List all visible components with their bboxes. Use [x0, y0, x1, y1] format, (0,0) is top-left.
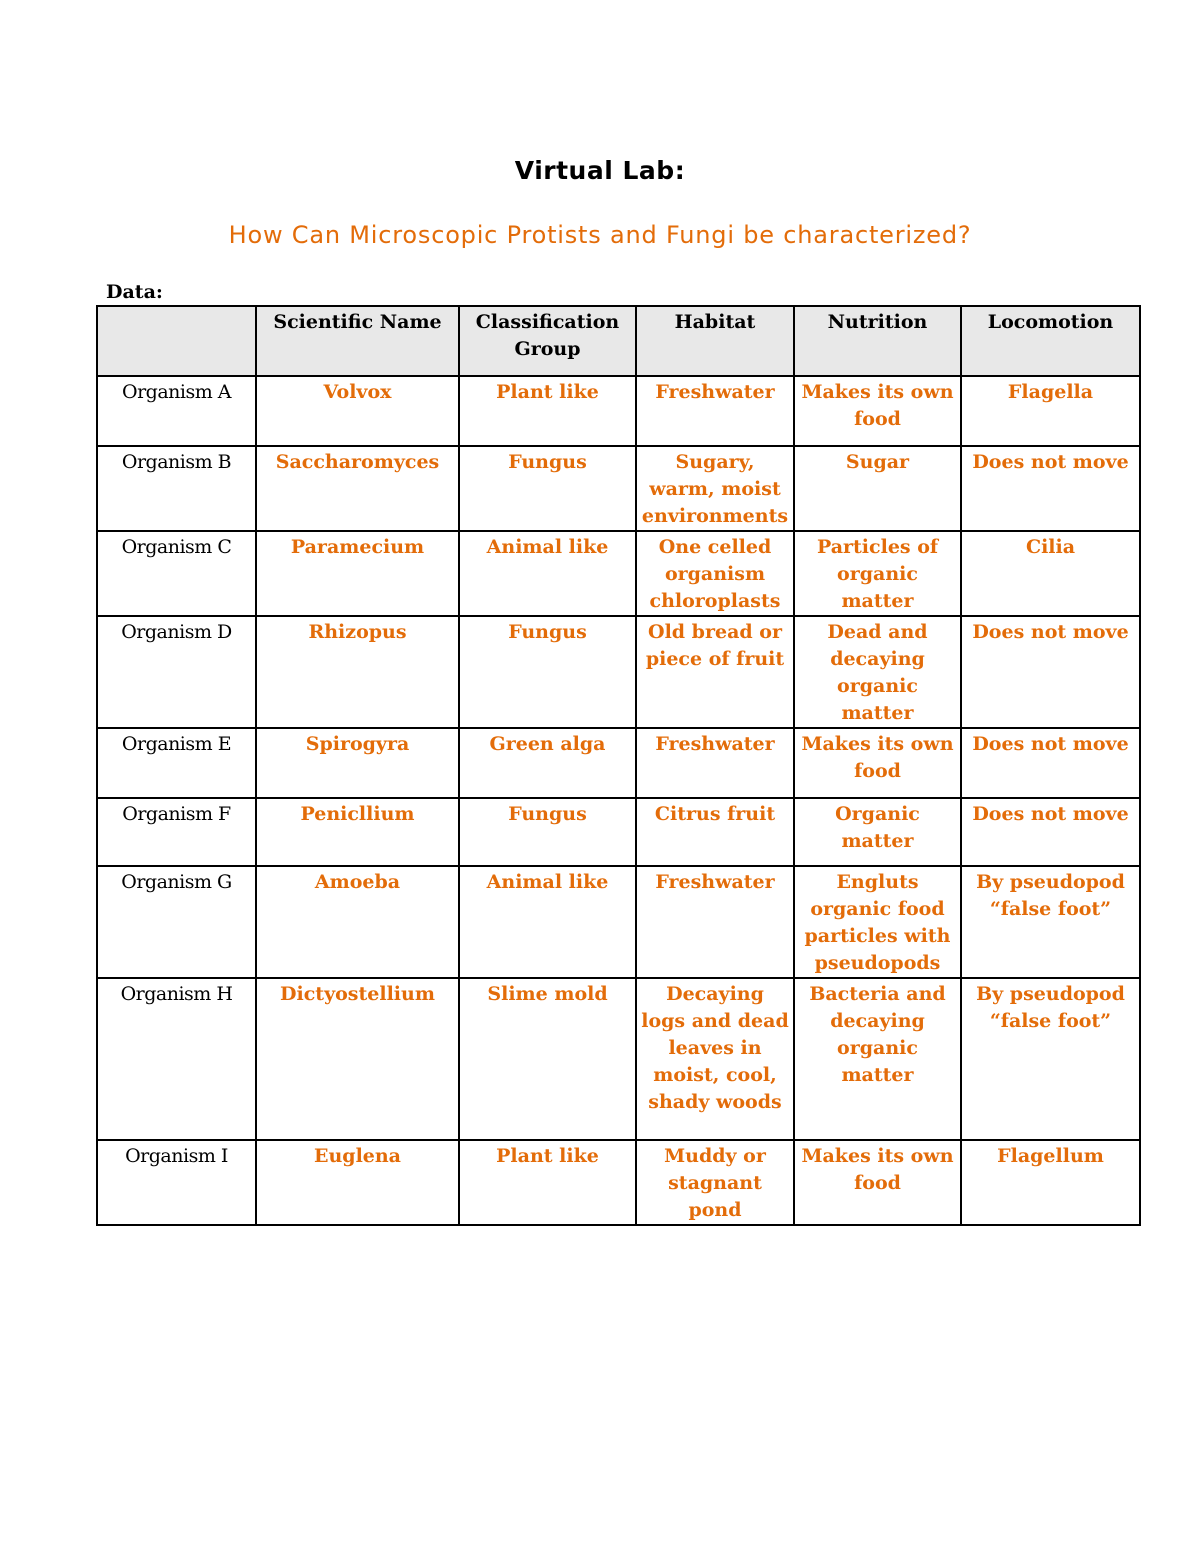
classification-cell: Fungus	[459, 446, 636, 531]
organism-data-table	[96, 305, 1141, 1226]
table-row	[97, 978, 1140, 1140]
scientific-name-cell: Dictyostellium	[256, 978, 459, 1140]
scientific-name-cell: Penicllium	[256, 798, 459, 866]
locomotion-cell: Does not move	[961, 446, 1140, 531]
habitat-cell: Freshwater	[636, 728, 794, 798]
organism-label: Organism E	[97, 728, 256, 798]
table-row	[97, 376, 1140, 446]
header-habitat: Habitat	[636, 306, 794, 376]
scientific-name-cell: Amoeba	[256, 866, 459, 978]
organism-label: Organism F	[97, 798, 256, 866]
header-nutrition: Nutrition	[794, 306, 961, 376]
locomotion-cell: Does not move	[961, 728, 1140, 798]
header-classification-group: Classification Group	[459, 306, 636, 376]
locomotion-cell: Does not move	[961, 616, 1140, 728]
organism-label: Organism C	[97, 531, 256, 616]
header-row	[97, 306, 1140, 376]
page-title: Virtual Lab:	[514, 156, 686, 185]
table-row	[97, 446, 1140, 531]
page-subtitle: How Can Microscopic Protists and Fungi be characterized?	[228, 221, 972, 249]
habitat-cell: Old bread or piece of fruit	[636, 616, 794, 728]
habitat-cell: Freshwater	[636, 376, 794, 446]
classification-cell: Fungus	[459, 798, 636, 866]
nutrition-cell: Dead and decaying organic matter	[794, 616, 961, 728]
nutrition-cell: Makes its own food	[794, 1140, 961, 1225]
organism-label: Organism A	[97, 376, 256, 446]
scientific-name-cell: Rhizopus	[256, 616, 459, 728]
scientific-name-cell: Paramecium	[256, 531, 459, 616]
header-locomotion: Locomotion	[961, 306, 1140, 376]
locomotion-cell: Does not move	[961, 798, 1140, 866]
organism-label: Organism D	[97, 616, 256, 728]
table-row	[97, 531, 1140, 616]
locomotion-cell: Flagella	[961, 376, 1140, 446]
habitat-cell: Freshwater	[636, 866, 794, 978]
header-scientific-name: Scientific Name	[256, 306, 459, 376]
nutrition-cell: Particles of organic matter	[794, 531, 961, 616]
data-section-label: Data:	[106, 281, 163, 303]
classification-cell: Animal like	[459, 531, 636, 616]
habitat-cell: One celled organism chloroplasts	[636, 531, 794, 616]
classification-cell: Fungus	[459, 616, 636, 728]
table-row	[97, 798, 1140, 866]
classification-cell: Green alga	[459, 728, 636, 798]
scientific-name-cell: Saccharomyces	[256, 446, 459, 531]
classification-cell: Animal like	[459, 866, 636, 978]
organism-label: Organism G	[97, 866, 256, 978]
header-empty-cell	[97, 306, 256, 376]
nutrition-cell: Sugar	[794, 446, 961, 531]
locomotion-cell: Cilia	[961, 531, 1140, 616]
organism-label: Organism H	[97, 978, 256, 1140]
organism-label: Organism B	[97, 446, 256, 531]
locomotion-cell: Flagellum	[961, 1140, 1140, 1225]
habitat-cell: Citrus fruit	[636, 798, 794, 866]
nutrition-cell: Organic matter	[794, 798, 961, 866]
habitat-cell: Decaying logs and dead leaves in moist, cool, shady woods	[636, 978, 794, 1140]
table-row	[97, 1140, 1140, 1225]
nutrition-cell: Makes its own food	[794, 728, 961, 798]
nutrition-cell: Bacteria and decaying organic matter	[794, 978, 961, 1140]
table-row	[97, 616, 1140, 728]
locomotion-cell: By pseudopod “false foot”	[961, 866, 1140, 978]
nutrition-cell: Engluts organic food particles with pseudopods	[794, 866, 961, 978]
nutrition-cell: Makes its own food	[794, 376, 961, 446]
habitat-cell: Muddy or stagnant pond	[636, 1140, 794, 1225]
classification-cell: Plant like	[459, 376, 636, 446]
locomotion-cell: By pseudopod “false foot”	[961, 978, 1140, 1140]
table-row	[97, 728, 1140, 798]
organism-label: Organism I	[97, 1140, 256, 1225]
classification-cell: Plant like	[459, 1140, 636, 1225]
habitat-cell: Sugary, warm, moist environments	[636, 446, 794, 531]
scientific-name-cell: Volvox	[256, 376, 459, 446]
classification-cell: Slime mold	[459, 978, 636, 1140]
table-row	[97, 866, 1140, 978]
scientific-name-cell: Euglena	[256, 1140, 459, 1225]
scientific-name-cell: Spirogyra	[256, 728, 459, 798]
